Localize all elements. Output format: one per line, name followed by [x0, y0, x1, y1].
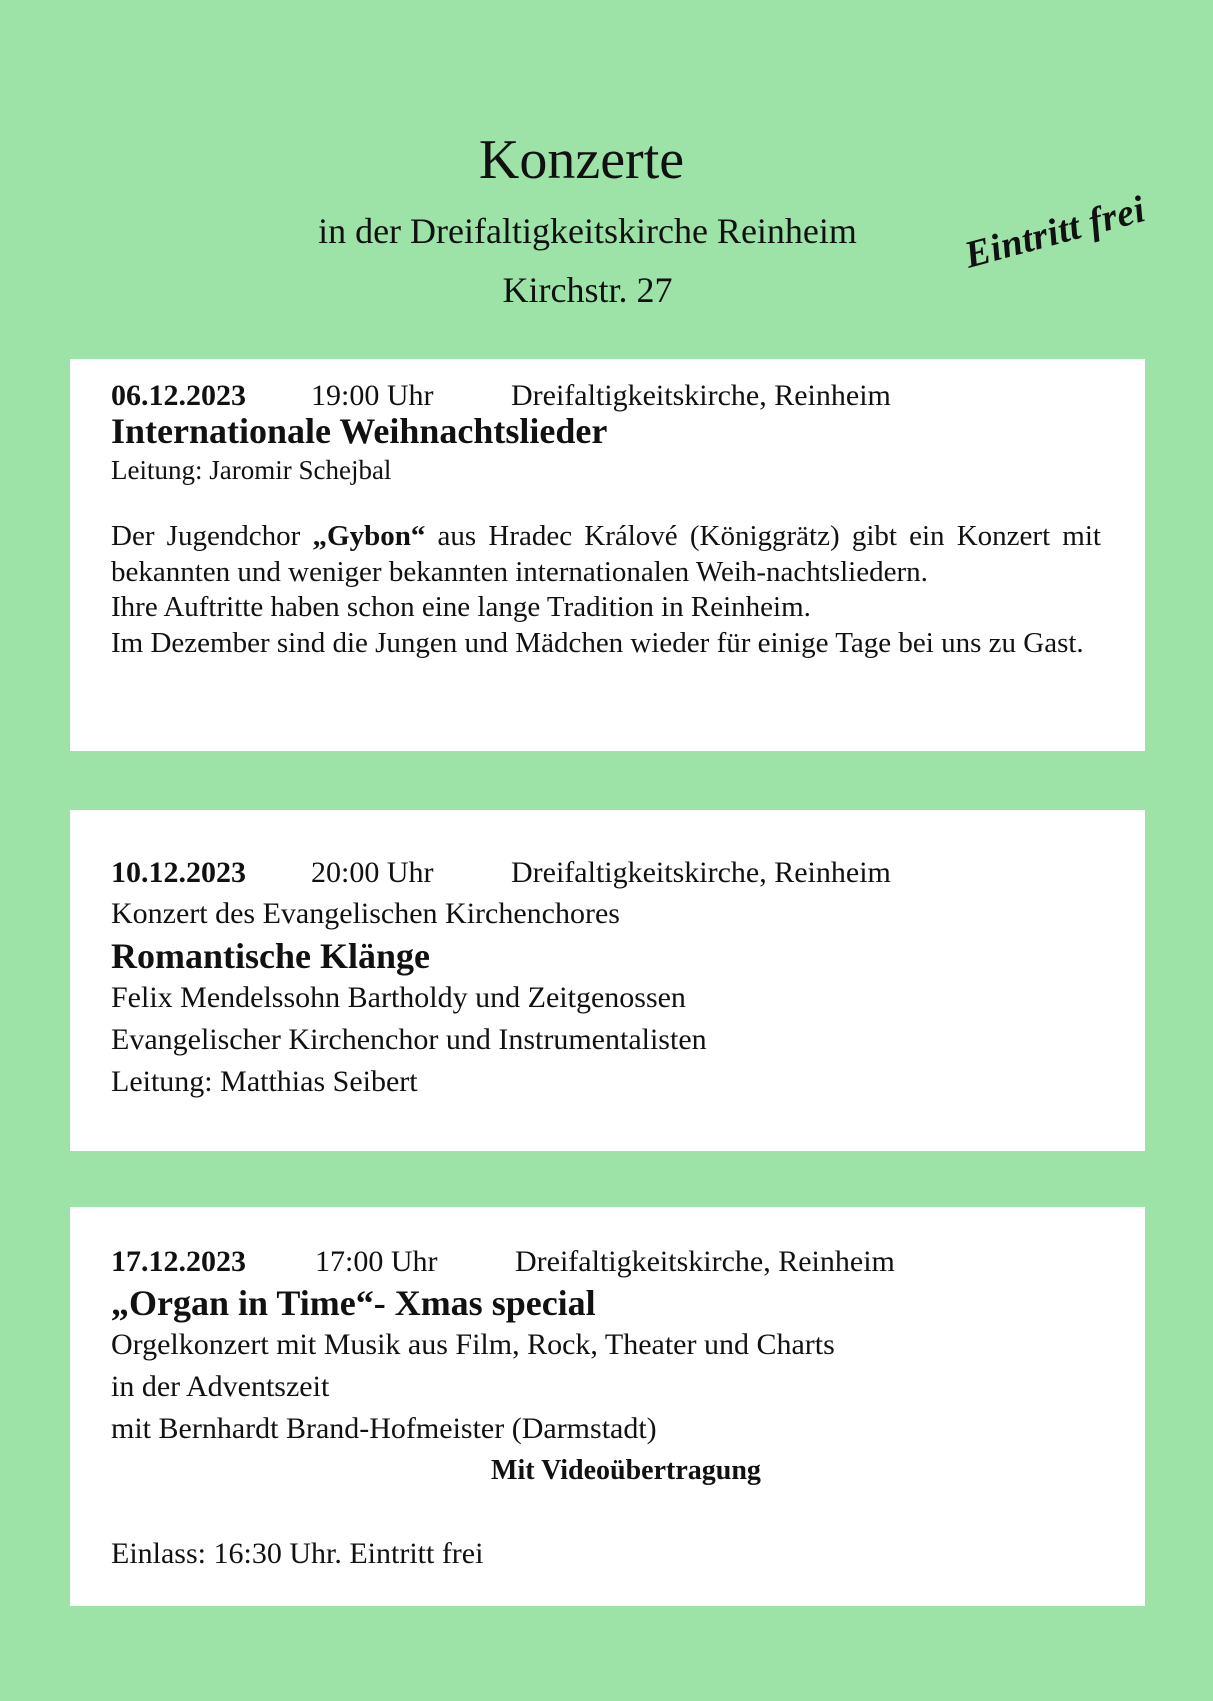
description-text: Der Jugendchor — [111, 520, 313, 553]
event-meta — [111, 1247, 1101, 1279]
event-card-3 — [70, 1207, 1145, 1606]
event-place: Dreifaltigkeitskirche, Reinheim — [511, 379, 891, 412]
event-program: Orgelkonzert mit Musik aus Film, Rock, Theater und Charts — [111, 1328, 835, 1361]
church-address: Kirchstr. 27 — [502, 270, 673, 310]
event-place: Dreifaltigkeitskirche, Reinheim — [515, 1245, 895, 1278]
event-card-1 — [70, 359, 1145, 751]
event-date: 06.12.2023 — [111, 379, 246, 412]
event-time: 19:00 Uhr — [311, 379, 434, 412]
description-paragraph — [111, 519, 1101, 590]
event-description — [111, 519, 1101, 661]
event-season: in der Adventszeit — [111, 1370, 330, 1403]
event-date: 10.12.2023 — [111, 856, 246, 889]
event-pretitle: Konzert des Evangelischen Kirchenchores — [111, 897, 620, 930]
event-meta — [111, 858, 1101, 890]
event-performer: mit Bernhardt Brand-Hofmeister (Darmstadt) — [111, 1412, 657, 1445]
event-meta — [111, 381, 1101, 413]
page-subtitle: in der Dreifaltigkeitskirche Reinheim — [318, 211, 857, 251]
choir-name: „Gybon“ — [312, 520, 426, 553]
event-date: 17.12.2023 — [111, 1245, 246, 1278]
event-heading: Romantische Klänge — [111, 936, 430, 976]
event-place: Dreifaltigkeitskirche, Reinheim — [511, 856, 891, 889]
description-text: aus Hradec Králové (Königgrätz) gibt ein Konzert mit bekannten und weniger bekannten internationalen Weih-nachtsliedern. — [111, 520, 1101, 588]
event-time: 17:00 Uhr — [315, 1245, 438, 1278]
event-time: 20:00 Uhr — [311, 856, 434, 889]
video-note: Mit Videoübertragung — [491, 1455, 761, 1486]
event-performers: Evangelischer Kirchenchor und Instrumentalisten — [111, 1023, 707, 1056]
event-card-2 — [70, 810, 1145, 1151]
description-paragraph: Ihre Auftritte haben schon eine lange Tradition in Reinheim. — [111, 591, 811, 624]
page-title: Konzerte — [478, 129, 685, 191]
event-leader: Leitung: Matthias Seibert — [111, 1065, 418, 1098]
free-entry-stamp: Eintritt frei — [960, 188, 1150, 277]
event-program: Felix Mendelssohn Bartholdy und Zeitgenossen — [111, 981, 686, 1014]
event-heading: „Organ in Time“- Xmas special — [111, 1283, 596, 1323]
entry-note: Einlass: 16:30 Uhr. Eintritt frei — [111, 1537, 484, 1570]
event-heading: Internationale Weihnachtslieder — [111, 411, 608, 451]
description-paragraph: Im Dezember sind die Jungen und Mädchen wieder für einige Tage bei uns zu Gast. — [111, 626, 1084, 659]
event-leader: Leitung: Jaromir Schejbal — [111, 455, 392, 485]
